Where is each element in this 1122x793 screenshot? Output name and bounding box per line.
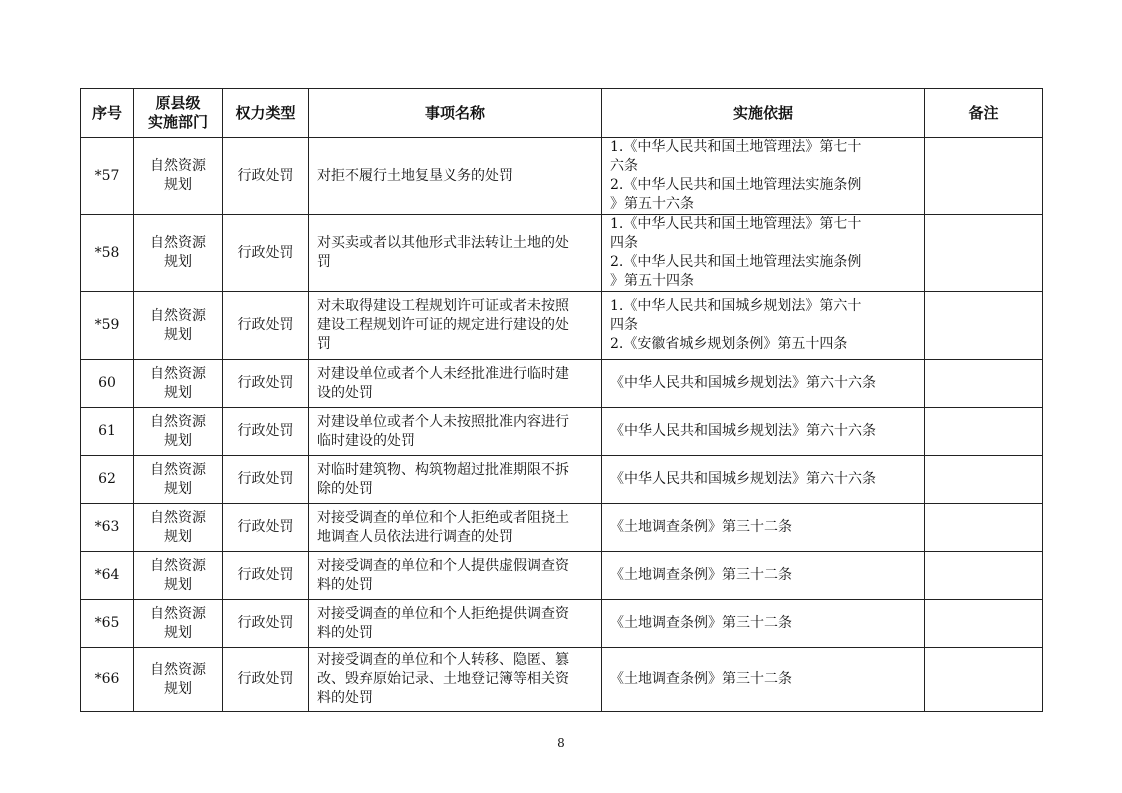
item-name-line: 地调查人员依法进行调查的处罚 [317,528,513,545]
legal-basis-line: 2.《中华人民共和国土地管理法实施条例 [610,254,862,270]
department-cell [134,138,223,215]
legal-basis-cell [602,138,925,215]
department-line: 规划 [164,384,192,401]
legal-basis-cell [602,360,925,408]
serial-number-cell: *64 [81,552,134,600]
department-line: 规划 [164,624,192,641]
legal-basis-line: 《土地调查条例》第三十二条 [610,615,792,631]
department-line: 自然资源 [150,509,206,526]
remarks-cell [925,504,1043,552]
item-name-cell [309,360,602,408]
legal-basis-cell [602,552,925,600]
department-line: 规划 [164,326,192,343]
item-name-line: 对建设单位或者个人未按照批准内容进行 [317,413,569,430]
table-row [81,292,1043,360]
item-name-line: 除的处罚 [317,480,373,497]
item-name-line: 对接受调查的单位和个人转移、隐匿、篡 [317,652,569,668]
table-row [81,600,1043,648]
table-row [81,456,1043,504]
item-name-line: 对接受调查的单位和个人拒绝提供调查资 [317,605,569,622]
item-name-cell [309,408,602,456]
remarks-cell [925,215,1043,292]
serial-number-cell: *63 [81,504,134,552]
department-line: 规划 [164,177,192,193]
item-name-line: 罚 [317,254,331,270]
item-name-line: 对临时建筑物、构筑物超过批准期限不拆 [317,461,569,478]
item-name-line: 设的处罚 [317,384,373,401]
department-line: 自然资源 [150,365,206,382]
item-name-line: 建设工程规划许可证的规定进行建设的处 [317,317,569,333]
remarks-cell [925,456,1043,504]
legal-basis-line: 《土地调查条例》第三十二条 [610,519,792,535]
department-line: 规划 [164,254,192,270]
item-name-line: 对建设单位或者个人未经批准进行临时建 [317,365,569,382]
item-name-line: 料的处罚 [317,624,373,641]
serial-number-cell: *66 [81,648,134,712]
table-row [81,648,1043,712]
legal-basis-cell [602,504,925,552]
department-line: 自然资源 [150,158,206,174]
legal-basis-line: 《土地调查条例》第三十二条 [610,567,792,583]
power-type-cell: 行政处罚 [223,552,309,600]
item-name-line: 罚 [317,336,331,352]
serial-number-cell: 62 [81,456,134,504]
table-row [81,504,1043,552]
department-cell [134,408,223,456]
legal-basis-cell [602,408,925,456]
department-line: 自然资源 [150,235,206,251]
legal-basis-line: 》第五十四条 [610,273,694,289]
item-name-cell [309,600,602,648]
department-line: 规划 [164,576,192,593]
legal-basis-line: 2.《中华人民共和国土地管理法实施条例 [610,177,862,193]
table-row [81,138,1043,215]
legal-basis-line: 2.《安徽省城乡规划条例》第五十四条 [610,336,848,352]
item-name-line: 对接受调查的单位和个人拒绝或者阻挠土 [317,509,569,526]
page-number: 8 [557,736,565,750]
remarks-cell [925,648,1043,712]
header-department-line: 实施部门 [147,113,208,131]
item-name-line: 改、毁弃原始记录、土地登记簿等相关资 [317,671,569,687]
power-type-cell: 行政处罚 [223,504,309,552]
legal-basis-cell [602,600,925,648]
department-cell [134,215,223,292]
legal-basis-line: 》第五十六条 [610,196,694,212]
department-line: 自然资源 [150,307,206,324]
header-department-line: 原县级 [155,94,201,112]
table-body [81,138,1043,712]
department-line: 自然资源 [150,661,206,678]
department-cell [134,504,223,552]
legal-basis-line: 六条 [610,158,638,174]
legal-basis-line: 四条 [610,317,638,333]
header-item-name: 事项名称 [309,89,602,138]
power-type-cell: 行政处罚 [223,292,309,360]
legal-basis-line: 《中华人民共和国城乡规划法》第六十六条 [610,423,876,439]
department-cell [134,360,223,408]
item-name-line: 料的处罚 [317,576,373,593]
serial-number-cell: 61 [81,408,134,456]
department-cell [134,292,223,360]
serial-number-cell: *57 [81,138,134,215]
power-type-cell: 行政处罚 [223,456,309,504]
header-serial-number: 序号 [81,89,134,138]
table-row [81,360,1043,408]
header-department [134,89,223,138]
department-line: 自然资源 [150,413,206,430]
power-type-cell: 行政处罚 [223,408,309,456]
department-line: 规划 [164,432,192,449]
legal-basis-line: 《中华人民共和国城乡规划法》第六十六条 [610,471,876,487]
legal-basis-cell [602,215,925,292]
remarks-cell [925,360,1043,408]
item-name-cell [309,215,602,292]
department-line: 自然资源 [150,461,206,478]
item-name-line: 对接受调查的单位和个人提供虚假调查资 [317,557,569,574]
remarks-cell [925,408,1043,456]
serial-number-cell: 60 [81,360,134,408]
department-line: 规划 [164,528,192,545]
department-cell [134,456,223,504]
header-legal-basis: 实施依据 [602,89,925,138]
table-row [81,552,1043,600]
item-name-line: 临时建设的处罚 [317,432,415,449]
table-header-row [81,89,1043,138]
item-name-cell [309,456,602,504]
remarks-cell [925,292,1043,360]
legal-basis-cell [602,292,925,360]
department-cell [134,600,223,648]
legal-basis-line: 1.《中华人民共和国土地管理法》第七十 [610,139,862,155]
department-line: 自然资源 [150,605,206,622]
serial-number-cell: *59 [81,292,134,360]
remarks-cell [925,138,1043,215]
remarks-cell [925,552,1043,600]
table-row [81,408,1043,456]
department-line: 规划 [164,480,192,497]
item-name-line: 料的处罚 [317,690,373,706]
department-cell [134,648,223,712]
item-name-cell [309,292,602,360]
item-name-cell [309,648,602,712]
department-line: 规划 [164,680,192,697]
legal-basis-line: 《土地调查条例》第三十二条 [610,671,792,687]
serial-number-cell: *65 [81,600,134,648]
legal-basis-line: 《中华人民共和国城乡规划法》第六十六条 [610,375,876,391]
department-line: 自然资源 [150,557,206,574]
power-type-cell: 行政处罚 [223,648,309,712]
item-name-line: 对拒不履行土地复垦义务的处罚 [317,167,513,184]
serial-number-cell: *58 [81,215,134,292]
power-type-cell: 行政处罚 [223,600,309,648]
legal-basis-line: 四条 [610,235,638,251]
department-cell [134,552,223,600]
legal-basis-cell [602,648,925,712]
item-name-cell [309,138,602,215]
legal-basis-line: 1.《中华人民共和国城乡规划法》第六十 [610,298,862,314]
table-row [81,215,1043,292]
power-type-cell: 行政处罚 [223,360,309,408]
item-name-cell [309,552,602,600]
item-name-line: 对买卖或者以其他形式非法转让土地的处 [317,235,569,251]
enforcement-items-table [80,88,1043,712]
item-name-cell [309,504,602,552]
remarks-cell [925,600,1043,648]
item-name-line: 对未取得建设工程规划许可证或者未按照 [317,298,569,314]
header-power-type: 权力类型 [223,89,309,138]
legal-basis-line: 1.《中华人民共和国土地管理法》第七十 [610,216,862,232]
power-type-cell: 行政处罚 [223,138,309,215]
legal-basis-cell [602,456,925,504]
header-remarks: 备注 [925,89,1043,138]
power-type-cell: 行政处罚 [223,215,309,292]
